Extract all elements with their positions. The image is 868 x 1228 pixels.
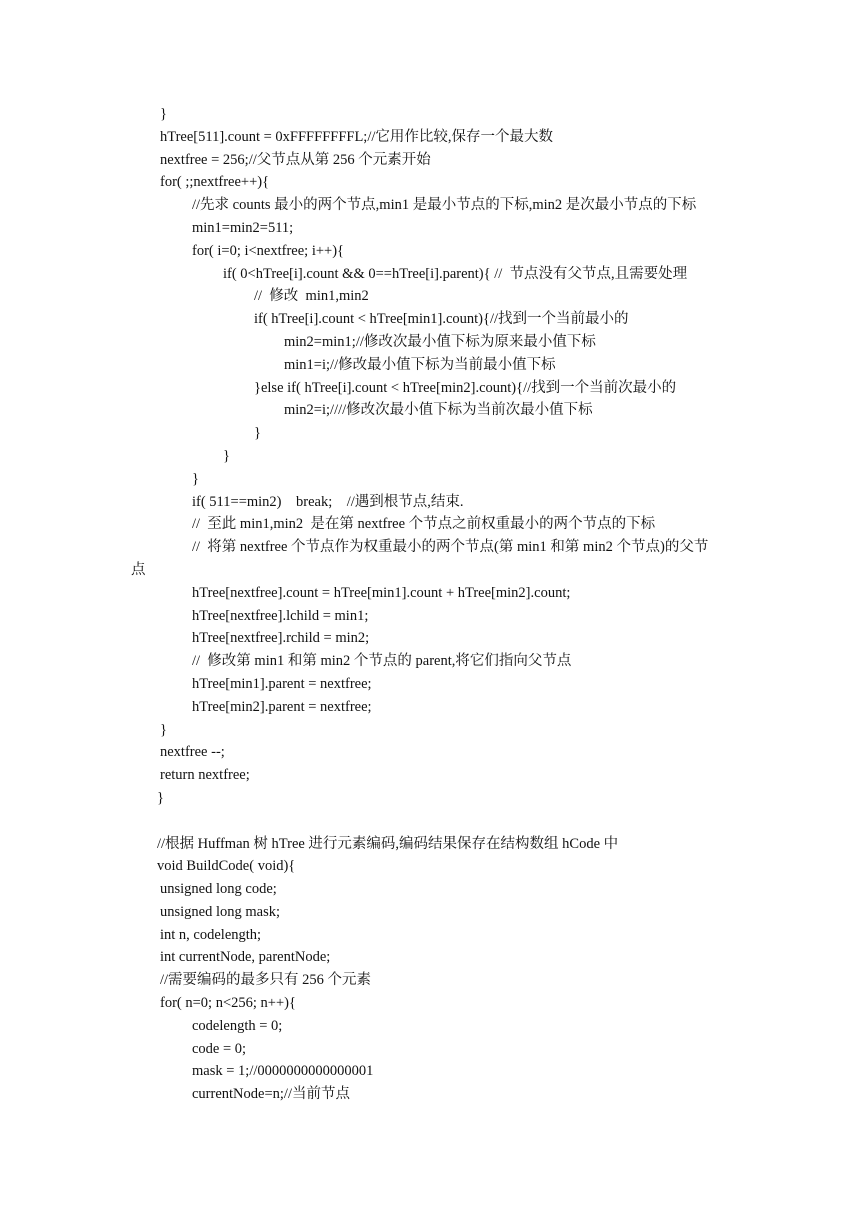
code-line-text: hTree[nextfree].count = hTree[min1].count + hTree[min2].count; [192,584,571,601]
code-line [0,924,868,947]
code-line [0,969,868,992]
code-line [0,240,868,263]
code-line-text: if( 511==min2) break; //遇到根节点,结束. [192,493,464,510]
code-line [0,263,868,286]
code-line [0,513,868,536]
code-line-text: int n, codelength; [160,926,262,943]
code-line-text: }else if( hTree[i].count < hTree[min2].count){//找到一个当前次最小的 [254,379,677,396]
code-line [0,582,868,605]
code-line [0,377,868,400]
code-line [0,627,868,650]
code-line-text: } [160,721,167,738]
code-line [0,422,868,445]
code-line [0,126,868,149]
code-line-text: void BuildCode( void){ [157,858,296,875]
code-line-text: hTree[nextfree].rchild = min2; [192,630,370,647]
code-line-text: hTree[min2].parent = nextfree; [192,698,372,715]
code-line [0,1060,868,1083]
code-line [0,696,868,719]
code-line-text: //根据 Huffman 树 hTree 进行元素编码,编码结果保存在结构数组 hCode 中 [157,835,619,852]
code-line [0,171,868,194]
code-line-text: code = 0; [192,1040,247,1057]
code-listing [0,103,868,1106]
code-line-text: //需要编码的最多只有 256 个元素 [160,972,372,989]
code-line-text: unsigned long code; [160,881,277,898]
code-line [0,605,868,628]
code-line-text: if( 0<hTree[i].count && 0==hTree[i].parent){ // 节点没有父节点,且需要处理 [223,265,688,282]
code-line-text: min2=min1;//修改次最小值下标为原来最小值下标 [284,333,596,350]
code-line-text: } [160,106,167,122]
code-line [0,878,868,901]
code-line-text: min1=min2=511; [192,219,294,236]
code-line [0,1038,868,1061]
code-line [0,764,868,787]
code-line [0,217,868,240]
code-line-text: } [223,447,230,464]
code-line-text: for( ;;nextfree++){ [160,174,270,191]
code-line-text: min1=i;//修改最小值下标为当前最小值下标 [284,356,556,373]
code-line [0,285,868,308]
code-line-text: currentNode=n;//当前节点 [192,1086,350,1103]
code-line-text: hTree[nextfree].lchild = min1; [192,607,369,624]
code-line [0,673,868,696]
code-line-text: } [254,425,261,442]
code-line-text: mask = 1;//0000000000000001 [192,1063,374,1080]
code-line-text: 点 [131,561,146,578]
code-line-text: hTree[min1].parent = nextfree; [192,675,372,692]
code-line [0,194,868,217]
code-line-text: nextfree --; [160,744,225,761]
code-line [0,901,868,924]
code-line-text: } [192,470,199,487]
code-line-text: // 将第 nextfree 个节点作为权重最小的两个节点(第 min1 和第 min2 个节点)的父节 [192,539,709,556]
code-line-text: // 修改第 min1 和第 min2 个节点的 parent,将它们指向父节点 [192,653,572,670]
code-line [0,833,868,856]
code-line [0,536,868,559]
code-line [0,103,868,126]
code-line [0,331,868,354]
code-line [0,787,868,810]
code-line-text: nextfree = 256;//父节点从第 256 个元素开始 [160,151,431,168]
code-line [0,946,868,969]
code-line [0,992,868,1015]
code-line-text: min2=i;////修改次最小值下标为当前次最小值下标 [284,402,593,419]
code-line-text: // 修改 min1,min2 [254,288,369,305]
code-line-text: } [157,789,164,806]
code-line [0,491,868,514]
code-line-text: codelength = 0; [192,1017,283,1034]
code-line [0,650,868,673]
code-line-text: int currentNode, parentNode; [160,949,331,966]
code-line [0,810,868,833]
code-line-text: for( i=0; i<nextfree; i++){ [192,242,344,259]
code-line [0,741,868,764]
code-line [0,399,868,422]
code-line [0,855,868,878]
code-line-text: return nextfree; [160,767,250,784]
code-line [0,559,868,582]
code-line-text: // 至此 min1,min2 是在第 nextfree 个节点之前权重最小的两个节点的下标 [192,516,656,533]
code-line-text: if( hTree[i].count < hTree[min1].count){//找到一个当前最小的 [254,311,629,328]
code-line-text: //先求 counts 最小的两个节点,min1 是最小节点的下标,min2 是次最小节点的下标 [192,197,697,214]
code-line [0,354,868,377]
code-line [0,308,868,331]
code-line [0,1083,868,1106]
code-line [0,149,868,172]
code-line [0,468,868,491]
code-line [0,445,868,468]
code-line-text: hTree[511].count = 0xFFFFFFFFL;//它用作比较,保存一个最大数 [160,128,554,145]
code-line [0,719,868,742]
code-line [0,1015,868,1038]
code-line-text: unsigned long mask; [160,903,281,920]
code-line-text: for( n=0; n<256; n++){ [160,995,296,1012]
